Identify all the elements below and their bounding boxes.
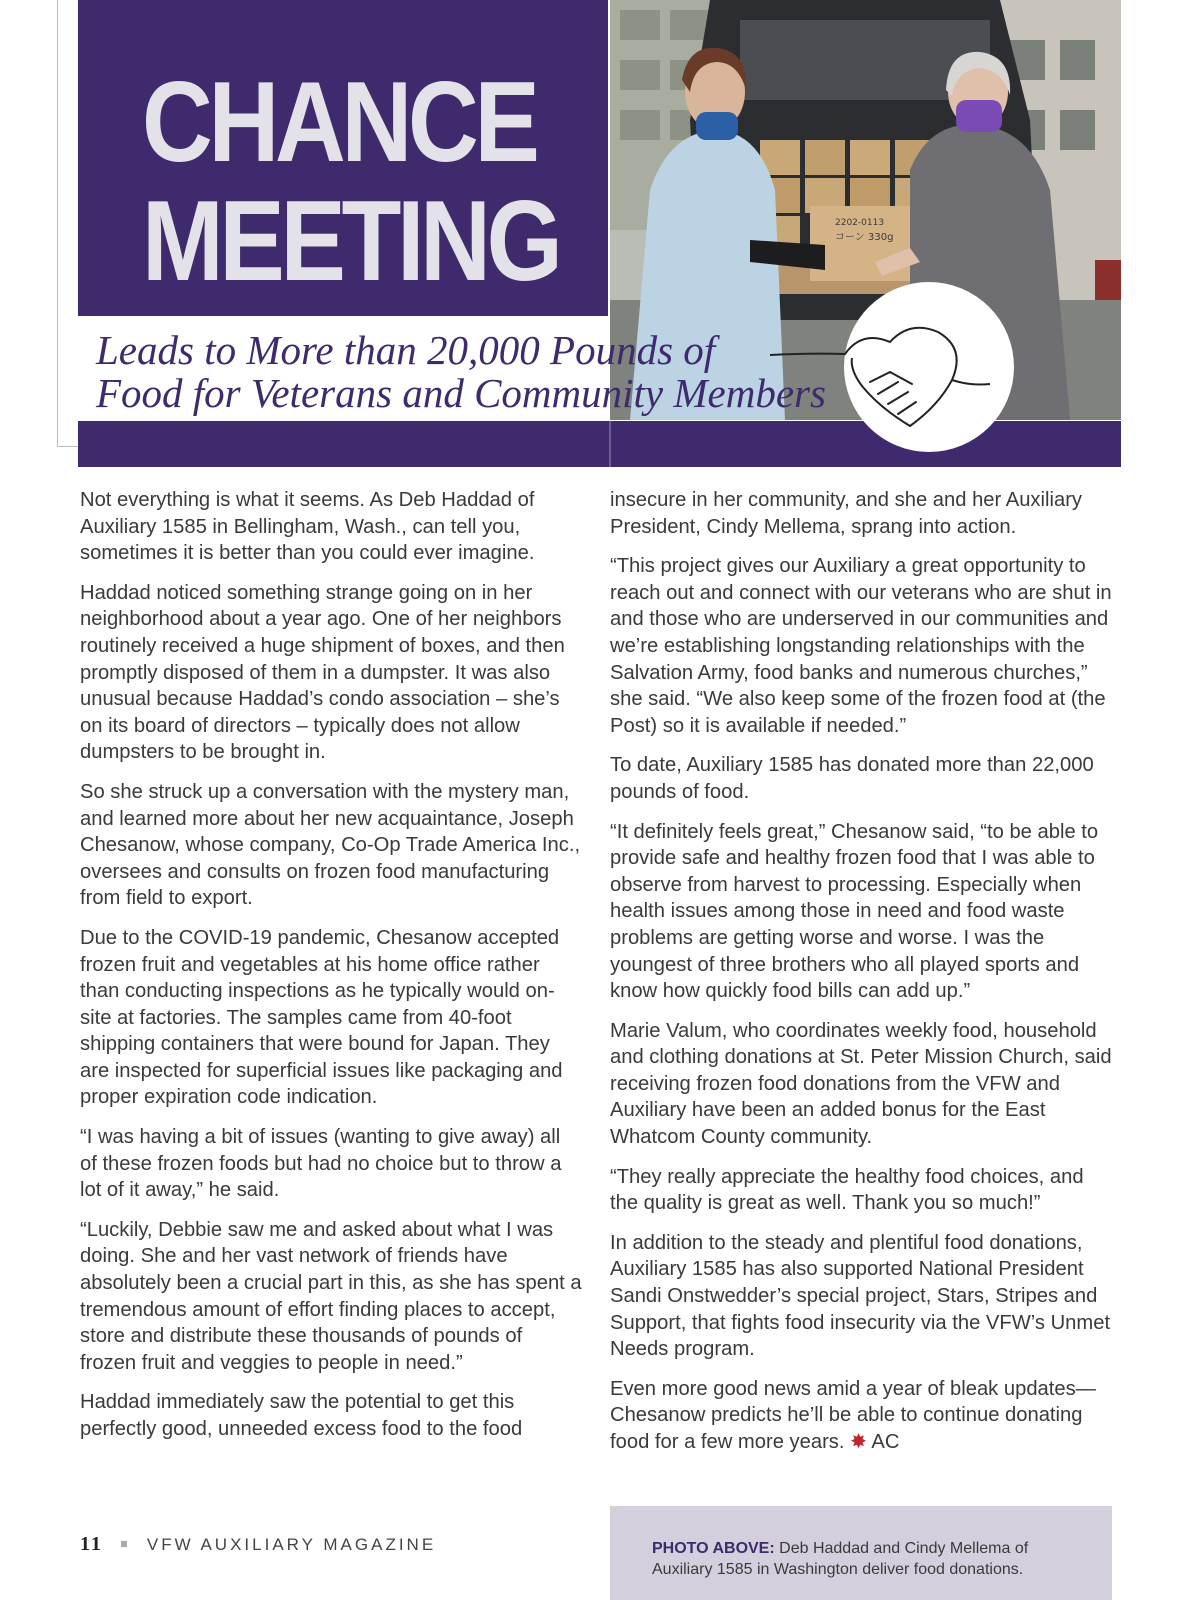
page-number: 11	[80, 1533, 103, 1555]
subtitle-line-1: Leads to More than 20,000 Pounds of	[96, 327, 716, 373]
title-block	[78, 0, 608, 316]
paragraph: “I was having a bit of issues (wanting to give away) all of these frozen foods but had no choice but to throw a lot of it away,” he said.	[80, 1126, 562, 1202]
paragraph: Due to the COVID-19 pandemic, Chesanow accepted frozen fruit and vegetables at his home office rather than conducting inspections as he typically would on-site at factories. The samples came from 40-foot shipping containers that were bound for Japan. They are inspected for superficial issues like packaging and proper expiration code indication.	[80, 926, 563, 1109]
paragraph: To date, Auxiliary 1585 has donated more than 22,000 pounds of food.	[610, 754, 1094, 803]
photo-caption	[610, 1506, 1112, 1600]
paragraph: “This project gives our Auxiliary a great opportunity to reach out and connect with our veterans who are shut in and those who are underserved in our communities and we’re establishing longstanding relationships with the Salvation Army, food banks and numerous churches,” she said. “We also keep some of the frozen food at (the Post) so it is available if needed.”	[610, 555, 1112, 737]
paragraph: So she struck up a conversation with the mystery man, and learned more about her new acquaintance, Joseph Chesanow, whose company, Co-Op Trade America Inc., oversees and consults on frozen food manufacturing from field to export.	[80, 780, 581, 910]
paragraph: “It definitely feels great,” Chesanow said, “to be able to provide safe and healthy frozen food that I was able to observe from harvest to processing. Especially when health issues among those in need and food waste problems are getting worse and worse. I was the youngest of three brothers who all played sports and know how quickly food bills can add up.”	[610, 820, 1099, 1003]
publication-name: VFW AUXILIARY MAGAZINE	[146, 1535, 437, 1554]
header-band-divider	[609, 421, 611, 467]
paragraph: insecure in her community, and she and her Auxiliary President, Cindy Mellema, sprang into action.	[610, 489, 1083, 538]
separator-square	[121, 1541, 127, 1547]
closing-text: Even more good news amid a year of bleak updates—Chesanow predicts he’ll be able to continue donating food for a few more years.	[610, 1377, 1096, 1453]
box-label-code: 2202-0113	[835, 218, 885, 228]
closing-paragraph	[610, 1376, 1112, 1456]
paragraph: Marie Valum, who coordinates weekly food, household and clothing donations at St. Peter Mission Church, said receiving frozen food donations from the VFW and Auxiliary have been an added bonus for the East Whatcom County community.	[610, 1019, 1112, 1149]
paragraph: Not everything is what it seems. As Deb Haddad of Auxiliary 1585 in Bellingham, Wash., can tell you, sometimes it is better than you could ever imagine.	[80, 489, 535, 565]
caption-text: Deb Haddad and Cindy Mellema of Auxiliary 1585 in Washington deliver food donations.	[652, 1540, 1029, 1578]
author-initials: AC	[871, 1431, 900, 1453]
caption-label: PHOTO ABOVE:	[652, 1540, 775, 1557]
paragraph: In addition to the steady and plentiful food donations, Auxiliary 1585 has also supported National President Sandi Onstwedder’s special project, Stars, Stripes and Support, that fights food insecurity via the VFW’s Unmet Needs program.	[610, 1231, 1111, 1361]
subtitle-line-2: Food for Veterans and Community Members	[96, 370, 826, 416]
paragraph: Haddad immediately saw the potential to get this perfectly good, unneeded excess food to the food	[80, 1391, 523, 1440]
page-footer	[80, 1533, 436, 1556]
end-star-icon: ✸	[850, 1431, 867, 1453]
title-line-1: CHANCE	[142, 59, 536, 186]
paragraph: “They really appreciate the healthy food choices, and the quality is great as well. Thank you so much!”	[610, 1165, 1084, 1215]
article-right-column	[610, 487, 1112, 1469]
box-label-product: コーン 330g	[835, 232, 894, 243]
paragraph: “Luckily, Debbie saw me and asked about what I was doing. She and her vast network of friends have absolutely been a crucial part in this, as she has spent a tremendous amount of effort finding places to accept, store and distribute these thousands of pounds of frozen fruit and veggies to people in need.”	[80, 1218, 582, 1374]
subtitle	[96, 327, 826, 416]
paragraph: Haddad noticed something strange going on in her neighborhood about a year ago. One of her neighbors routinely received a huge shipment of boxes, and then promptly disposed of them in a dumpster. It was also unusual because Haddad’s condo association – she’s on its board of directors – typically does not allow dumpsters to be brought in.	[80, 581, 565, 764]
article-left-column	[80, 487, 582, 1456]
title-line-2: MEETING	[142, 178, 559, 305]
